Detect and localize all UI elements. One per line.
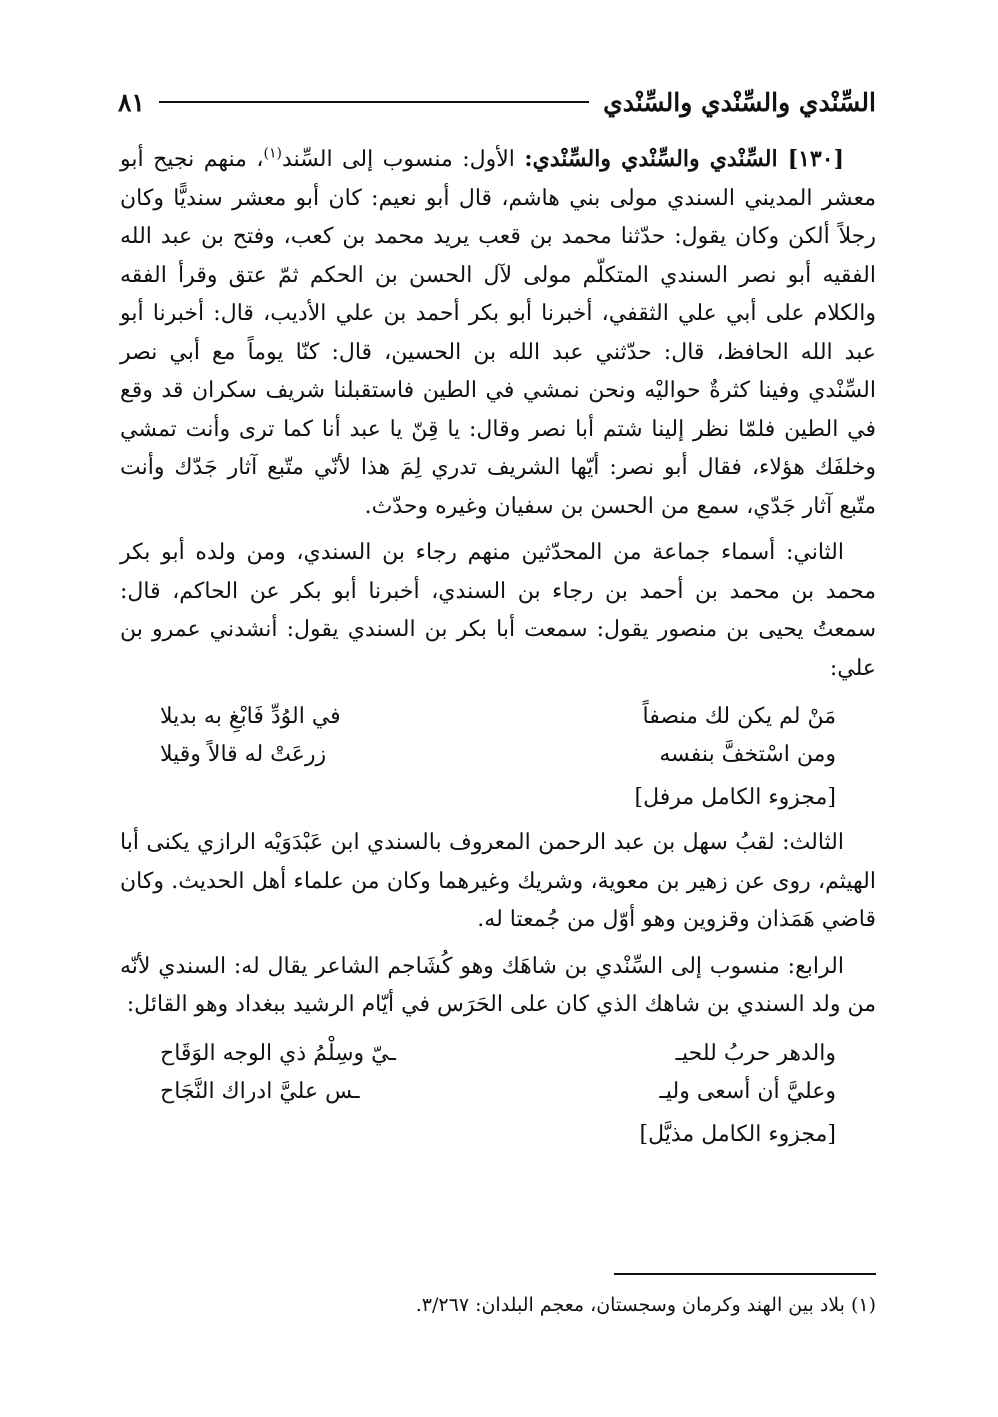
poem-meter-2: [مجزوء الكامل مذيَّل] — [639, 1121, 836, 1147]
main-text — [120, 140, 876, 1161]
verse-first-hemistich: ومن اسْتخفَّ بنفسه — [659, 742, 836, 767]
running-title: السِّنْدي والسِّنْدي والسِّنْدي — [603, 87, 876, 117]
footnote-marker[interactable]: (١) — [263, 145, 282, 162]
verse-second-hemistich: في الوُدِّ فَابْغِ به بديلا — [160, 704, 341, 729]
poem-block-1 — [160, 698, 836, 774]
paragraph-fourth: الرابع: منسوب إلى السِّنْدي بن شاهَك وهو كُشَاجم الشاعر يقال له: السندي لأنّه من ولد السندي بن شاهك الذي كان على الحَرَس في أيّام الرشيد ببغداد وهو القائل: — [120, 953, 876, 1017]
paragraph-first-lead: الأول: منسوب إلى السِّند — [281, 147, 525, 172]
verse-first-hemistich: والدهر حربُ للحيـ — [675, 1040, 836, 1066]
footnote: (١) بلاد بين الهند وكرمان وسجستان، معجم البلدان: ٣/٢٦٧. — [415, 1294, 876, 1316]
poem-block-2 — [160, 1035, 836, 1111]
header-rule — [159, 101, 589, 103]
poem-meter-1: [مجزوء الكامل مرفل] — [634, 785, 836, 810]
entry-heading: [١٣٠] السِّنْدي والسِّنْدي والسِّنْدي: — [524, 146, 844, 172]
verse-second-hemistich: زرعَتْ له قالاً وقيلا — [160, 742, 327, 767]
paragraph-first-body: ، منهم نجيح أبو معشر المديني السندي مولى بني هاشم، قال أبو نعيم: كان أبو معشر سنديًّا وكان رجلاً ألكن وكان يقول: حدّثنا محمد بن قعب يريد محمد بن كعب، وفتح بن عبد الله الفقيه أبو نصر السندي المتكلّم مولى لآل الحسن بن الحكم ثمّ عتق وقرأ الفقه والكلام على أبي علي الثقفي، أخبرنا أبو بكر أحمد بن علي الأديب، قال: أخبرنا أبو عبد الله الحافظ، قال: حدّثني عبد الله بن الحسين، قال: كنّا يوماً مع أبي نصر السِّنْدي وفينا كثرةٌ حواليْه ونحن نمشي في الطين فاستقبلنا شريف سكران قد وقع في الطين فلمّا نظر إلينا شتم أبا نصر وقال: يا قِنّ يا عبد أنا كما ترى وأنت تمشي وخلفَك هؤلاء، فقال أبو نصر: أيّها الشريف تدري لِمَ هذا لأنّي متّبع آثار جَدّك وأنت متّبع آثار جَدّي، سمع من الحسن بن سفيان وغيره وحدّث. — [120, 147, 876, 519]
verse-line — [160, 736, 836, 774]
paragraph-third: الثالث: لقبُ سهل بن عبد الرحمن المعروف بالسندي ابن عَبْدَوَيْه الرازي يكنى أبا الهيثم، روى عن زهير بن معوية، وشريك وغيرهما وكان من علماء أهل الحديث. وكان قاضي هَمَذان وقزوين وهو أوّل من جُمعتا له. — [120, 830, 876, 932]
verse-first-hemistich: مَنْ لم يكن لك منصفاً — [642, 704, 836, 729]
running-header — [118, 82, 876, 122]
verse-line — [160, 1035, 836, 1073]
paragraph-first — [120, 140, 876, 526]
verse-second-hemistich: ـس عليَّ ادراك النَّجَاح — [160, 1078, 360, 1104]
page-number: ٨١ — [118, 87, 145, 117]
verse-line — [160, 698, 836, 736]
verse-second-hemistich: ـيّ وسِلْمُ ذي الوجه الوَقَاح — [160, 1040, 396, 1066]
verse-line — [160, 1073, 836, 1111]
paragraph-second: الثاني: أسماء جماعة من المحدّثين منهم رجاء بن السندي، ومن ولده أبو بكر محمد بن محمد بن أحمد بن رجاء بن السندي، أخبرنا أبو بكر عن الحاكم، قال: سمعتُ يحيى بن منصور يقول: سمعت أبا بكر بن السندي يقول: أنشدني عمرو بن علي: — [120, 540, 876, 681]
footnote-rule — [614, 1273, 876, 1275]
verse-first-hemistich: وعليَّ أن أسعى وليـ — [659, 1078, 836, 1104]
